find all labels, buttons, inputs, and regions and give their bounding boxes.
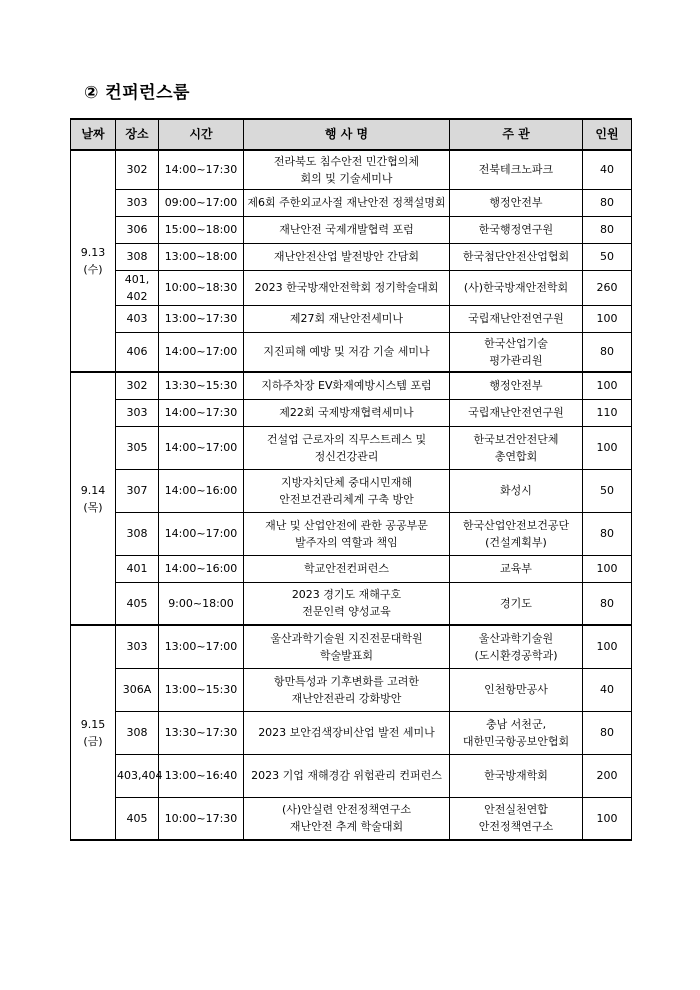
header-event: 행 사 명	[244, 119, 450, 150]
host-cell: 인천항만공사	[450, 668, 583, 711]
people-cell: 50	[583, 469, 632, 512]
host-cell: 한국산업안전보건공단 (건설계획부)	[450, 512, 583, 555]
host-cell: 한국행정연구원	[450, 216, 583, 243]
header-date: 날짜	[71, 119, 116, 150]
table-row	[71, 555, 632, 582]
room-cell: 302	[116, 372, 159, 399]
room-cell: 406	[116, 332, 159, 372]
people-cell: 100	[583, 305, 632, 332]
header-time: 시간	[159, 119, 244, 150]
time-cell: 14:00~16:00	[159, 555, 244, 582]
header-room: 장소	[116, 119, 159, 150]
date-cell: 9.15 (금)	[71, 625, 116, 840]
room-cell: 401, 402	[116, 270, 159, 305]
room-cell: 403,404	[116, 754, 159, 797]
time-cell: 15:00~18:00	[159, 216, 244, 243]
time-cell: 9:00~18:00	[159, 582, 244, 625]
time-cell: 14:00~17:00	[159, 332, 244, 372]
host-cell: 한국첨단안전산업협회	[450, 243, 583, 270]
room-cell: 303	[116, 625, 159, 668]
people-cell: 40	[583, 150, 632, 189]
people-cell: 80	[583, 332, 632, 372]
header-host: 주 관	[450, 119, 583, 150]
time-cell: 13:30~15:30	[159, 372, 244, 399]
room-cell: 308	[116, 243, 159, 270]
room-cell: 303	[116, 399, 159, 426]
people-cell: 80	[583, 582, 632, 625]
time-cell: 14:00~17:00	[159, 426, 244, 469]
event-cell: 제6회 주한외교사절 재난안전 정책설명회	[244, 189, 450, 216]
event-cell: 건설업 근로자의 직무스트레스 및 정신건강관리	[244, 426, 450, 469]
time-cell: 10:00~17:30	[159, 797, 244, 840]
event-cell: 지방자치단체 중대시민재해 안전보건관리체계 구축 방안	[244, 469, 450, 512]
event-cell: 2023 한국방재안전학회 정기학술대회	[244, 270, 450, 305]
time-cell: 13:00~16:40	[159, 754, 244, 797]
event-cell: 제27회 재난안전세미나	[244, 305, 450, 332]
event-cell: 항만특성과 기후변화를 고려한 재난안전관리 강화방안	[244, 668, 450, 711]
event-cell: 2023 기업 재해경감 위험관리 컨퍼런스	[244, 754, 450, 797]
time-cell: 13:00~17:00	[159, 625, 244, 668]
time-cell: 13:00~15:30	[159, 668, 244, 711]
room-cell: 306A	[116, 668, 159, 711]
people-cell: 80	[583, 512, 632, 555]
host-cell: 국립재난안전연구원	[450, 305, 583, 332]
header-people: 인원	[583, 119, 632, 150]
host-cell: 화성시	[450, 469, 583, 512]
date-cell: 9.14 (목)	[71, 372, 116, 625]
event-cell: 학교안전컨퍼런스	[244, 555, 450, 582]
room-cell: 405	[116, 797, 159, 840]
table-row	[71, 668, 632, 711]
time-cell: 13:00~18:00	[159, 243, 244, 270]
time-cell: 14:00~17:30	[159, 399, 244, 426]
host-cell: 경기도	[450, 582, 583, 625]
people-cell: 100	[583, 625, 632, 668]
host-cell: 전북테크노파크	[450, 150, 583, 189]
date-cell: 9.13 (수)	[71, 150, 116, 372]
host-cell: 교육부	[450, 555, 583, 582]
room-cell: 305	[116, 426, 159, 469]
event-cell: 지진피해 예방 및 저감 기술 세미나	[244, 332, 450, 372]
table-row	[71, 512, 632, 555]
table-row	[71, 711, 632, 754]
people-cell: 100	[583, 797, 632, 840]
host-cell: 안전실천연합 안전정책연구소	[450, 797, 583, 840]
event-cell: 재난 및 산업안전에 관한 공공부문 발주자의 역할과 책임	[244, 512, 450, 555]
table-row	[71, 399, 632, 426]
room-cell: 405	[116, 582, 159, 625]
people-cell: 260	[583, 270, 632, 305]
room-cell: 306	[116, 216, 159, 243]
room-cell: 403	[116, 305, 159, 332]
table-row	[71, 582, 632, 625]
table-row	[71, 372, 632, 399]
host-cell: 울산과학기술원 (도시환경공학과)	[450, 625, 583, 668]
people-cell: 200	[583, 754, 632, 797]
section-title: ② 컨퍼런스룸	[84, 83, 190, 103]
conference-schedule-table	[70, 118, 632, 841]
room-cell: 308	[116, 512, 159, 555]
host-cell: 행정안전부	[450, 372, 583, 399]
time-cell: 13:30~17:30	[159, 711, 244, 754]
host-cell: 한국방재학회	[450, 754, 583, 797]
host-cell: 행정안전부	[450, 189, 583, 216]
room-cell: 302	[116, 150, 159, 189]
table-row	[71, 332, 632, 372]
table-row	[71, 305, 632, 332]
event-cell: 재난안전 국제개발협력 포럼	[244, 216, 450, 243]
people-cell: 80	[583, 711, 632, 754]
host-cell: 충남 서천군, 대한민국항공보안협회	[450, 711, 583, 754]
people-cell: 80	[583, 216, 632, 243]
table-body	[71, 150, 632, 840]
event-cell: 2023 경기도 재해구호 전문인력 양성교육	[244, 582, 450, 625]
table-row	[71, 797, 632, 840]
table-row	[71, 469, 632, 512]
event-cell: (사)안실련 안전정책연구소 재난안전 추계 학술대회	[244, 797, 450, 840]
event-cell: 재난안전산업 발전방안 간담회	[244, 243, 450, 270]
table-row	[71, 426, 632, 469]
host-cell: 한국보건안전단체 총연합회	[450, 426, 583, 469]
table-row	[71, 243, 632, 270]
people-cell: 110	[583, 399, 632, 426]
event-cell: 지하주차장 EV화재예방시스템 포럼	[244, 372, 450, 399]
event-cell: 전라북도 침수안전 민간협의체 회의 및 기술세미나	[244, 150, 450, 189]
event-cell: 제22회 국제방재협력세미나	[244, 399, 450, 426]
people-cell: 100	[583, 426, 632, 469]
table-row	[71, 189, 632, 216]
people-cell: 40	[583, 668, 632, 711]
table-row	[71, 216, 632, 243]
table-row	[71, 270, 632, 305]
event-cell: 울산과학기술원 지진전문대학원 학술발표회	[244, 625, 450, 668]
table-row	[71, 625, 632, 668]
host-cell: (사)한국방재안전학회	[450, 270, 583, 305]
room-cell: 308	[116, 711, 159, 754]
header-row	[71, 119, 632, 150]
time-cell: 14:00~17:00	[159, 512, 244, 555]
host-cell: 국립재난안전연구원	[450, 399, 583, 426]
people-cell: 80	[583, 189, 632, 216]
time-cell: 14:00~17:30	[159, 150, 244, 189]
people-cell: 100	[583, 555, 632, 582]
time-cell: 10:00~18:30	[159, 270, 244, 305]
table-row	[71, 754, 632, 797]
time-cell: 14:00~16:00	[159, 469, 244, 512]
room-cell: 307	[116, 469, 159, 512]
time-cell: 13:00~17:30	[159, 305, 244, 332]
time-cell: 09:00~17:00	[159, 189, 244, 216]
host-cell: 한국산업기술 평가관리원	[450, 332, 583, 372]
event-cell: 2023 보안검색장비산업 발전 세미나	[244, 711, 450, 754]
people-cell: 100	[583, 372, 632, 399]
table-row	[71, 150, 632, 189]
room-cell: 401	[116, 555, 159, 582]
people-cell: 50	[583, 243, 632, 270]
room-cell: 303	[116, 189, 159, 216]
